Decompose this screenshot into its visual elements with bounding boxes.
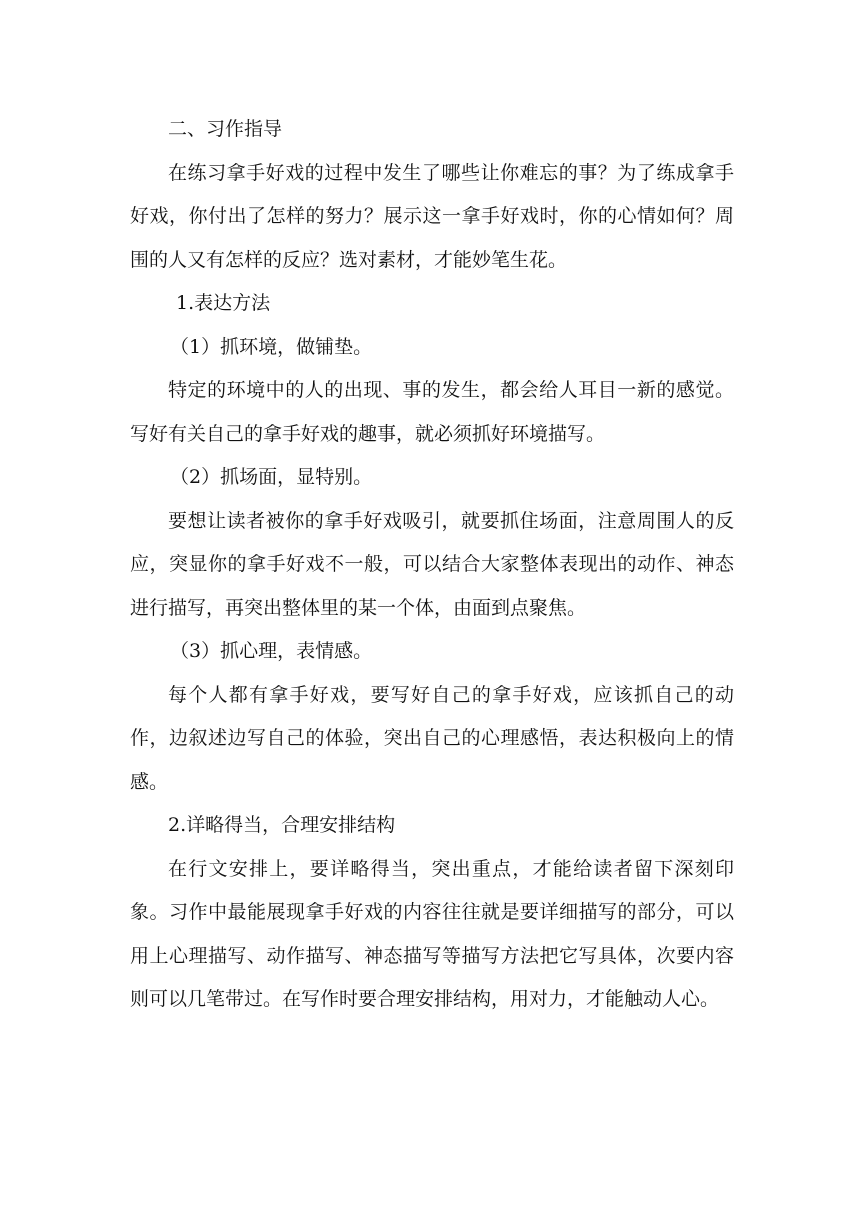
structure-paragraph: 在行文安排上，要详略得当，突出重点，才能给读者留下深刻印象。习作中最能展现拿手好戏的内容往往就是要详细描写的部分，可以用上心理描写、动作描写、神态描写等描写方法把它写具体，次要内容则可以几笔带过。在写作时要合理安排结构，用对力，才能触动人心。 (130, 857, 734, 1010)
structure-heading: 2.详略得当，合理安排结构 (168, 814, 396, 836)
section-title: 二、习作指导 (168, 118, 283, 140)
point3-heading: （3）抓心理，表情感。 (170, 640, 373, 662)
method-heading: 1.表达方法 (176, 292, 271, 314)
document-body (130, 108, 734, 1022)
point2-heading: （2）抓场面，显特别。 (170, 466, 373, 488)
point1-paragraph: 特定的环境中的人的出现、事的发生，都会给人耳目一新的感觉。写好有关自己的拿手好戏的趣事，就必须抓好环境描写。 (130, 379, 734, 445)
intro-paragraph: 在练习拿手好戏的过程中发生了哪些让你难忘的事？为了练成拿手好戏，你付出了怎样的努力？展示这一拿手好戏时，你的心情如何？周围的人又有怎样的反应？选对素材，才能妙笔生花。 (130, 161, 734, 271)
point3-paragraph: 每个人都有拿手好戏，要写好自己的拿手好戏，应该抓自己的动作，边叙述边写自己的体验，突出自己的心理感悟，表达积极向上的情感。 (130, 683, 734, 793)
point2-paragraph: 要想让读者被你的拿手好戏吸引，就要抓住场面，注意周围人的反应，突显你的拿手好戏不一般，可以结合大家整体表现出的动作、神态进行描写，再突出整体里的某一个体，由面到点聚焦。 (130, 509, 734, 619)
point1-heading: （1）抓环境，做铺垫。 (170, 335, 373, 358)
